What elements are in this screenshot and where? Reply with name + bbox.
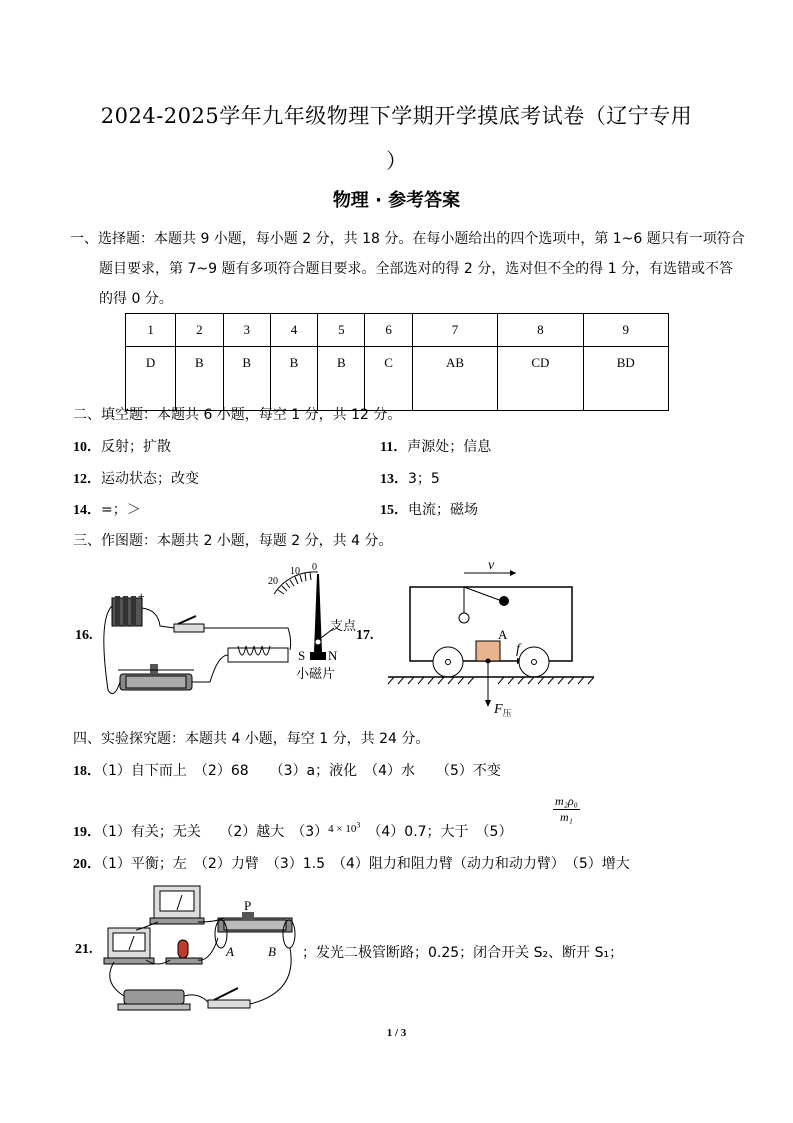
magnet-s-label: S [298,648,306,663]
ammeter-icon [104,928,154,964]
section4-heading: 四、实验探究题：本题共 4 小题，每空 1 分，共 24 分。 [73,731,430,747]
small-magnet [310,652,326,660]
velocity-arrow [510,570,516,576]
magnet-label: 小磁片 [296,667,336,682]
sliding-rheostat-icon [215,912,295,948]
question-21-number: 21. [75,942,93,957]
answer-item-20: 20．（1）平衡；左 （2）力臂 （3）1.5 （4）阻力和阻力臂（动力和动力臂） （5）增大 [73,856,630,872]
ground-hatch [388,677,594,684]
table-cell: 1 [126,314,176,347]
figure-17-cart [386,555,596,720]
switch-icon [174,616,204,632]
table-cell: B [176,347,223,411]
table-cell: 8 [498,314,583,347]
table-row-answers [126,347,669,411]
page-number: 1 / 3 [386,1027,407,1039]
pressure-arrow [485,700,491,707]
magnet-n-label: N [328,648,338,663]
table-cell: B [270,347,317,411]
figure-16-circuit [98,560,388,710]
rheostat-icon [118,664,194,690]
question-16-number: 16. [75,628,93,643]
velocity-label: v [488,558,495,573]
answer-item-14: 14．=；＞ [73,502,141,518]
table-row-numbers [126,314,669,347]
table-cell: 4 [270,314,317,347]
table-cell: 7 [412,314,497,347]
answer-item-10: 10．反射；扩散 [73,439,171,455]
answer-item-12: 12．运动状态；改变 [73,471,199,487]
table-cell: BD [583,347,668,411]
answer-item-19: 19．（1）有关；无关 （2）越大 $(3)^{4 \times 10^3}$ （4）0.7；大于 （5） [73,820,513,840]
section1-heading-line3: 的得 0 分。 [99,291,173,307]
friction-label: f [516,642,520,657]
pivot-label: 支点 [330,619,357,634]
table-cell: 9 [583,314,668,347]
section1-heading-line1: 一、选择题：本题共 9 小题，每小题 2 分，共 18 分。在每小题给出的四个选项中，第 1~6 题只有一项符合 [70,231,745,247]
table-cell: C [365,347,412,411]
answer-item-13: 13．3；5 [380,471,440,487]
section1-heading-line2: 题目要求，第 7~9 题有多项符合题目要求。全部选对的得 2 分，选对但不全的得 1 分，有选错或不答 [99,261,734,277]
table-cell: B [223,347,270,411]
table-cell: 2 [176,314,223,347]
question-17-number: 17. [356,628,374,643]
terminal-a-label: A [226,944,234,959]
battery-plus-label: + [138,591,145,603]
section2-heading: 二、填空题：本题共 6 小题，每空 1 分，共 12 分。 [73,407,402,423]
voltmeter-icon [150,886,204,924]
switch-icon [208,988,250,1008]
answer-item-18: 18．（1）自下而上 （2）68 （3）a；液化 （4）水 （5）不变 [73,763,501,779]
table-cell: CD [498,347,583,411]
section3-heading: 三、作图题：本题共 2 小题，每题 2 分，共 4 分。 [73,533,393,549]
table-cell: 6 [365,314,412,347]
table-cell: D [126,347,176,411]
answer-item-15: 15．电流；磁场 [380,502,478,518]
fraction-answer: $\frac{\text{m₂ρ₀}}{\text{m₁}}$ [555,794,578,824]
block-a [476,641,500,661]
led-icon [166,940,202,964]
page-title-continuation: ） [386,149,407,173]
battery-icon [118,990,190,1010]
answer-item-21: ；发光二极管断路；0.25；闭合开关 S₂、断开 S₁； [302,945,624,961]
table-cell: AB [412,347,497,411]
scale-label-0: 0 [312,562,317,573]
page-title: 2024-2025学年九年级物理下学期开学摸底考试卷（辽宁专用 [100,104,693,128]
scale-label-20: 20 [268,576,278,587]
table-cell: 5 [318,314,365,347]
scale-label-10: 10 [290,566,300,577]
pressure-force-label: $F_压$ [494,702,512,718]
page-subtitle: 物理 · 参考答案 [332,190,461,211]
slider-p-label: P [244,898,252,913]
pendulum-bob [499,596,509,606]
table-cell: 3 [223,314,270,347]
pendulum-rest-bob [459,613,469,623]
scientific-number: 4 × 103 [328,820,361,835]
choice-answer-table [125,313,669,411]
terminal-b-label: B [268,944,276,959]
solenoid-coil-icon [228,646,288,662]
figure-21-circuit [98,882,308,1018]
answer-item-11: 11．声源处；信息 [380,439,492,455]
table-cell: B [318,347,365,411]
block-a-label: A [498,627,508,642]
